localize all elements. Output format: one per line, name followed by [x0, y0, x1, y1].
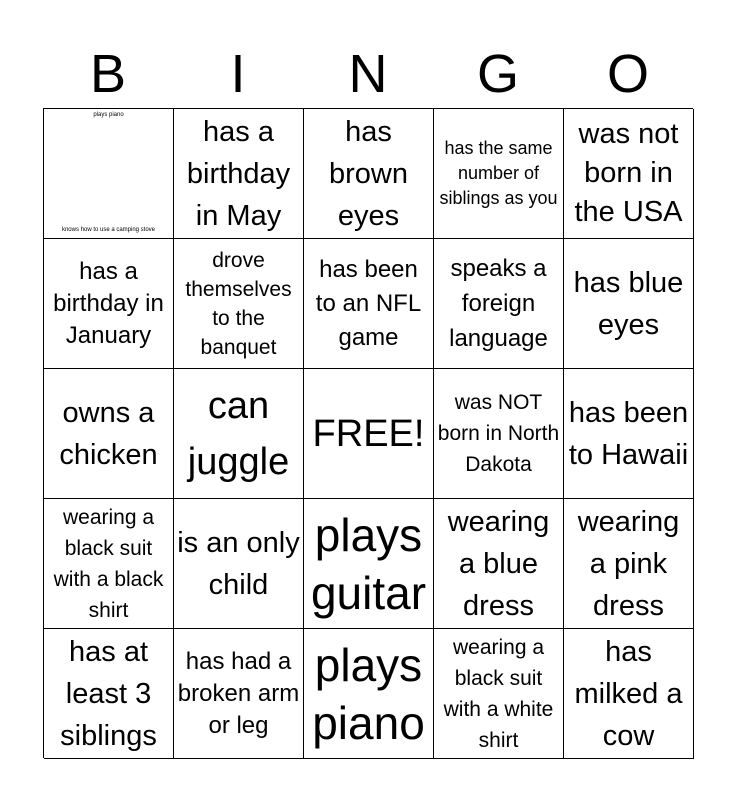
bingo-cell-r1c1[interactable] [174, 239, 304, 369]
bingo-cell-r4c2[interactable] [304, 629, 434, 759]
bingo-cell-r0c4[interactable] [564, 109, 694, 239]
cell-text-top: plays piano [93, 112, 124, 118]
bingo-cell-r3c0[interactable] [44, 499, 174, 629]
cell-text: has a birthday in January [53, 257, 164, 349]
bingo-cell-r0c0[interactable] [44, 109, 174, 239]
bingo-cell-r0c2[interactable] [304, 109, 434, 239]
bingo-cell-r2c0[interactable] [44, 369, 174, 499]
cell-text: has brown eyes [329, 115, 408, 232]
bingo-cell-r2c2[interactable] [304, 369, 434, 499]
bingo-cell-r4c3[interactable] [434, 629, 564, 759]
cell-text: drove themselves to the banquet [185, 248, 292, 359]
bingo-cell-r4c1[interactable] [174, 629, 304, 759]
bingo-cell-r1c3[interactable] [434, 239, 564, 369]
cell-text: has blue eyes [573, 266, 684, 341]
bingo-header [43, 40, 693, 108]
cell-text: speaks a foreign language [449, 255, 548, 352]
header-letter-i: I [230, 44, 246, 104]
cell-text: plays guitar [310, 508, 427, 619]
bingo-cell-r1c0[interactable] [44, 239, 174, 369]
bingo-cell-r2c3[interactable] [434, 369, 564, 499]
cell-text: is an only child [177, 526, 300, 601]
bingo-cell-r3c2[interactable] [304, 499, 434, 629]
cell-text: has a birthday in May [186, 115, 291, 232]
header-letter-o: O [606, 44, 649, 104]
bingo-cell-r2c4[interactable] [564, 369, 694, 499]
cell-text: has been to an NFL game [315, 255, 422, 351]
cell-text: has at least 3 siblings [60, 635, 157, 752]
cell-text: wearing a black suit with a black shirt [53, 505, 164, 622]
bingo-cell-r4c4[interactable] [564, 629, 694, 759]
header-letter-n: N [348, 44, 388, 104]
cell-text: was NOT born in North Dakota [437, 391, 560, 476]
cell-text: has milked a cow [574, 635, 683, 752]
cell-text-bottom: knows how to use a camping stove [61, 227, 156, 233]
bingo-board [43, 108, 693, 758]
cell-text: owns a chicken [59, 396, 158, 471]
bingo-cell-r3c3[interactable] [434, 499, 564, 629]
bingo-cell-r4c0[interactable] [44, 629, 174, 759]
bingo-cell-r1c4[interactable] [564, 239, 694, 369]
header-letter-g: G [476, 44, 519, 104]
cell-text: can juggle [187, 384, 290, 483]
bingo-cell-r1c2[interactable] [304, 239, 434, 369]
cell-text: wearing a blue dress [447, 505, 550, 622]
cell-text: has the same number of siblings as you [439, 138, 558, 208]
cell-text: has been to Hawaii [568, 396, 689, 471]
header-letter-b: B [89, 44, 127, 104]
bingo-cell-r3c1[interactable] [174, 499, 304, 629]
cell-text: plays piano [312, 638, 425, 749]
bingo-cell-r3c4[interactable] [564, 499, 694, 629]
cell-text: wearing a black suit with a white shirt [443, 635, 554, 752]
cell-text: FREE! [312, 412, 425, 455]
bingo-cell-r2c1[interactable] [174, 369, 304, 499]
bingo-cell-r0c3[interactable] [434, 109, 564, 239]
cell-text: was not born in the USA [574, 118, 683, 228]
bingo-cell-r0c1[interactable] [174, 109, 304, 239]
cell-text: wearing a pink dress [577, 505, 680, 622]
cell-text: has had a broken arm or leg [177, 647, 300, 739]
